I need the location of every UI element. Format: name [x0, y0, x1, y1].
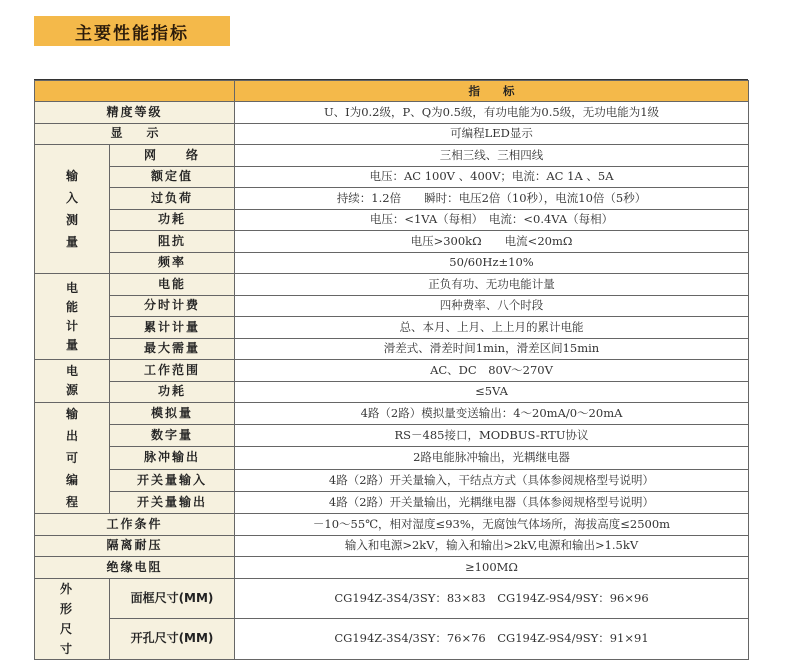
energy-value-accumulated: 总、本月、上月、上上月的累计电能 — [235, 317, 749, 339]
table-row — [35, 425, 749, 447]
display-label: 显 示 — [35, 123, 235, 145]
power-value-range: AC、DC 80V～270V — [235, 360, 749, 382]
table-row — [35, 578, 749, 619]
input-value-network: 三相三线、三相四线 — [235, 145, 749, 167]
output-value-digital: RS－485接口，MODBUS-RTU协议 — [235, 425, 749, 447]
section-title: 主要性能指标 — [34, 16, 230, 46]
table-row — [35, 295, 749, 317]
table-row — [35, 360, 749, 382]
output-value-switch-output: 4路（2路）开关量输出，光耦继电器（具体参阅规格型号说明） — [235, 491, 749, 513]
insulation-label: 绝缘电阻 — [35, 557, 235, 579]
output-group-label: 输出可编程 — [35, 403, 110, 514]
display-value: 可编程LED显示 — [235, 123, 749, 145]
insulation-value: ≥100MΩ — [235, 557, 749, 579]
dimensions-value-cutout: CG194Z-3S4/3SY：76×76 CG194Z-9S4/9SY：91×91 — [235, 619, 749, 660]
table-row — [35, 317, 749, 339]
input-value-consumption: 电压：<1VA（每相） 电流：<0.4VA（每相） — [235, 209, 749, 231]
isolation-label: 隔离耐压 — [35, 535, 235, 557]
energy-value-tariff: 四种费率、八个时段 — [235, 295, 749, 317]
table-row — [35, 514, 749, 536]
dimensions-label-cutout: 开孔尺寸(MM) — [110, 619, 235, 660]
energy-label-energy: 电能 — [110, 274, 235, 296]
table-row — [35, 102, 749, 124]
energy-group-label: 电能计量 — [35, 274, 110, 360]
input-label-overload: 过负荷 — [110, 188, 235, 210]
table-row — [35, 188, 749, 210]
table-row — [35, 166, 749, 188]
input-label-consumption: 功耗 — [110, 209, 235, 231]
energy-value-demand: 滑差式、滑差时间1min，滑差区间15min — [235, 338, 749, 360]
precision-value: U、I为0.2级，P、Q为0.5级，有功电能为0.5级，无功电能为1级 — [235, 102, 749, 124]
output-label-switch-input: 开关量输入 — [110, 469, 235, 491]
table-row — [35, 274, 749, 296]
table-row — [35, 403, 749, 425]
spec-table — [34, 80, 749, 660]
dimensions-group-label: 外形尺寸 — [35, 578, 110, 659]
input-label-frequency: 频率 — [110, 252, 235, 274]
input-label-rated: 额定值 — [110, 166, 235, 188]
header-blank-cell — [35, 81, 235, 102]
table-row — [35, 469, 749, 491]
conditions-value: －10～55℃，相对湿度≤93%，无腐蚀气体场所，海拔高度≤2500m — [235, 514, 749, 536]
output-value-pulse: 2路电能脉冲输出，光耦继电器 — [235, 447, 749, 469]
table-row — [35, 381, 749, 403]
input-label-impedance: 阻抗 — [110, 231, 235, 253]
table-row — [35, 619, 749, 660]
header-indicator: 指 标 — [235, 81, 749, 102]
dimensions-label-frame: 面框尺寸(MM) — [110, 578, 235, 619]
table-row — [35, 231, 749, 253]
input-value-frequency: 50/60Hz±10% — [235, 252, 749, 274]
power-value-consumption: ≤5VA — [235, 381, 749, 403]
output-label-pulse: 脉冲输出 — [110, 447, 235, 469]
dimensions-value-frame: CG194Z-3S4/3SY：83×83 CG194Z-9S4/9SY：96×96 — [235, 578, 749, 619]
table-row — [35, 535, 749, 557]
input-label-network: 网 络 — [110, 145, 235, 167]
table-row — [35, 123, 749, 145]
table-row — [35, 447, 749, 469]
power-label-range: 工作范围 — [110, 360, 235, 382]
conditions-label: 工作条件 — [35, 514, 235, 536]
table-row — [35, 491, 749, 513]
table-header-row — [35, 81, 749, 102]
output-label-analog: 模拟量 — [110, 403, 235, 425]
energy-value-energy: 正负有功、无功电能计量 — [235, 274, 749, 296]
input-value-overload: 持续：1.2倍 瞬时：电压2倍（10秒），电流10倍（5秒） — [235, 188, 749, 210]
input-value-rated: 电压：AC 100V 、400V；电流：AC 1A 、5A — [235, 166, 749, 188]
table-row — [35, 252, 749, 274]
output-label-digital: 数字量 — [110, 425, 235, 447]
power-label-consumption: 功耗 — [110, 381, 235, 403]
output-value-switch-input: 4路（2路）开关量输入，干结点方式（具体参阅规格型号说明） — [235, 469, 749, 491]
table-row — [35, 557, 749, 579]
power-group-label: 电源 — [35, 360, 110, 403]
energy-label-tariff: 分时计费 — [110, 295, 235, 317]
table-row — [35, 338, 749, 360]
precision-label: 精度等级 — [35, 102, 235, 124]
table-row — [35, 145, 749, 167]
energy-label-demand: 最大需量 — [110, 338, 235, 360]
table-row — [35, 209, 749, 231]
output-label-switch-output: 开关量输出 — [110, 491, 235, 513]
input-group-label: 输入测量 — [35, 145, 110, 274]
output-value-analog: 4路（2路）模拟量变送输出：4～20mA/0～20mA — [235, 403, 749, 425]
isolation-value: 输入和电源>2kV，输入和输出>2kV,电源和输出>1.5kV — [235, 535, 749, 557]
energy-label-accumulated: 累计计量 — [110, 317, 235, 339]
input-value-impedance: 电压>300kΩ 电流<20mΩ — [235, 231, 749, 253]
